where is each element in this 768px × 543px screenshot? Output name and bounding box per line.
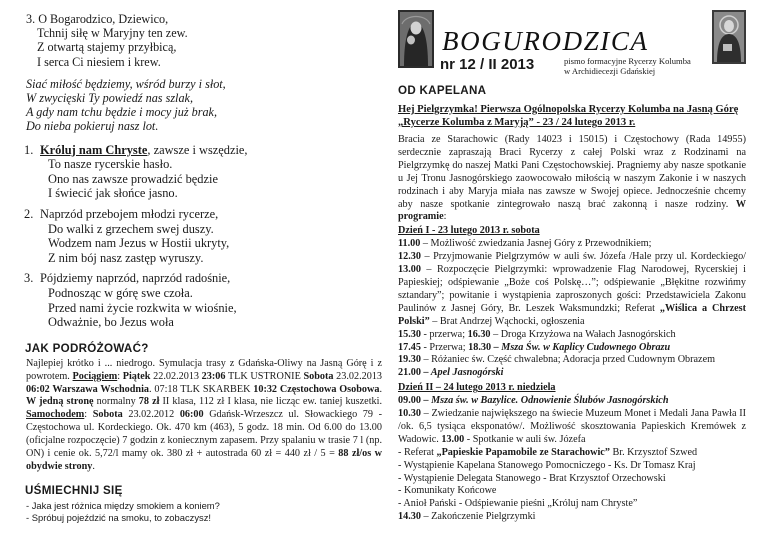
verse-line: Ono nas zawsze prowadzić będzie bbox=[48, 171, 218, 186]
schedule-item: - Referat „Papieskie Papamobile ze Starachowic” Br. Krzysztof Szwed bbox=[398, 446, 698, 458]
verse-line: To nasze rycerskie hasło. bbox=[48, 157, 173, 172]
verse-number: 2. bbox=[24, 207, 34, 221]
hymn-stanza bbox=[26, 12, 382, 69]
song-verse-2 bbox=[26, 207, 382, 265]
verse-number: 3. bbox=[24, 271, 34, 286]
verse-line: Z nim bój nasz zastęp wyruszy. bbox=[48, 250, 204, 265]
verse-line: I świecić jak słońce jasno. bbox=[48, 186, 178, 201]
chaplain-heading: OD KAPELANA bbox=[398, 84, 487, 97]
italic-line: A gdy nam tchu będzie i mocy już brak, bbox=[26, 105, 218, 120]
schedule-item: - Anioł Pański - Odśpiewanie pieśni „Króluj nam Chryste” bbox=[398, 498, 638, 510]
song-verse-1 bbox=[26, 143, 382, 201]
joke bbox=[26, 500, 382, 525]
verse-line: Do walki z grzechem swej duszy. bbox=[48, 221, 214, 236]
subtitle-line: w Archidiecezji Gdańskiej bbox=[564, 65, 656, 76]
issue-number: nr 12 / II 2013 bbox=[440, 56, 535, 73]
verse-number: 1. bbox=[24, 142, 34, 157]
subtitle-line: pismo formacyjne Rycerzy Kolumba bbox=[564, 56, 691, 66]
verse-line: Wodzem nam Jezus w Hostii ukryty, bbox=[48, 236, 230, 251]
joke-line: - Spróbuj pojeździć na smoku, to zobaczysz! bbox=[26, 512, 211, 524]
italic-line: Do nieba pokieruj nasz lot. bbox=[26, 119, 159, 134]
joke-line: - Jaka jest różnica między smokiem a koniem? bbox=[26, 499, 220, 511]
song-title: Króluj nam Chryste bbox=[40, 142, 148, 157]
schedule-item: - Wystąpienie Kapelana Stanowego Pomocniczego - Ks. Dr Tomasz Kraj bbox=[398, 459, 696, 471]
schedule-item: 15.30 - przerwa; 16.30 – Droga Krzyżowa na Wałach Jasnogórskich bbox=[398, 328, 676, 340]
schedule-item: 14.30 – Zakończenie Pielgrzymki bbox=[398, 511, 536, 523]
intro-paragraph: Bracia ze Starachowic (Rady 14023 i 15015) i Częstochowy (Rada 14955) serdecznie zapraszają Braci Rycerzy z całej Polski wraz z Rodzinami na Pielgrzymkę do naszej Matki Pani Częstochowskiej. Pragniemy aby nasze spotkanie u Jej Tronu Jasnogórskiego zaowocowało miłością w naszym Zakonie i w naszych rodzinach i aby Maryja miała nas zawsze w Swojej opiece. Jednocześnie chcemy aby nasze spotkanie zintegrowało naszą brać zakonną i nasze rodziny. W programie: bbox=[398, 134, 746, 223]
hymn-line: Tchnij siłę w Maryjny ten zew. bbox=[37, 26, 188, 41]
saint-icon bbox=[712, 10, 746, 64]
verse-line: Odważnie, bo Jezus woła bbox=[48, 315, 174, 330]
verse-line: Przed nami życie rozkwita w wiośnie, bbox=[48, 300, 237, 315]
italic-stanza bbox=[26, 77, 382, 134]
masthead-title: BOGURODZICA bbox=[442, 26, 649, 56]
trip-heading: JAK PODRÓŻOWAĆ? bbox=[25, 341, 149, 355]
day-1-heading: Dzień I - 23 lutego 2013 r. sobota bbox=[398, 225, 540, 237]
publication-subtitle bbox=[564, 57, 691, 76]
schedule-item: - Wystąpienie Delegata Stanowego - Brat Krzysztof Orzechowski bbox=[398, 472, 666, 484]
schedule-item: - Komunikaty Końcowe bbox=[398, 485, 497, 497]
pilgrimage-title: Hej Pielgrzymka! Pierwsza Ogólnopolska Rycerzy Kolumba na Jasną Górę „Rycerze Kolumba z Maryją” - 23 / 24 lutego 2013 r. bbox=[398, 104, 739, 128]
italic-line: Siać miłość będziemy, wśród burzy i słot, bbox=[26, 76, 226, 91]
schedule-item: 19.30 – Różaniec św. Część chwalebna; Adoracja przed Cudownym Obrazem bbox=[398, 354, 716, 366]
right-column bbox=[398, 10, 746, 524]
schedule-item: 21.00 – Apel Jasnogórski bbox=[398, 367, 504, 379]
schedule-item: 17.45 - Przerwa; 18.30 – Msza Św. w Kaplicy Cudownego Obrazu bbox=[398, 341, 671, 353]
day-2-heading: Dzień II – 24 lutego 2013 r. niedziela bbox=[398, 382, 556, 394]
trip-paragraph: Najlepiej krótko i ... niedrogo. Symulacja trasy z Gdańska-Oliwy na Jasną Górę i z powrotem. Pociągiem: Piątek 22.02.2013 23:06 TLK USTRONIE Sobota 23.02.2013 06:02 Warszawa Wschodnia. 07:18 TLK SKARBEK 10:32 Częstochowa Osobowa. W jedną stronę normalny 78 zł II klasa, 112 zł I klasa, nie licząc ew. taniej kuszetki. Samochodem: Sobota 23.02.2012 06:00 Gdańsk-Wrzeszcz ul. Słowackiego 79 - Częstochowa ul. Kordeckiego. Ok. 470 km (463), 5 godz. 18 min. Od 6.00 do 13.00 (oficjalne rozpoczęcie) 7 godzin z koniecznym zapasem. Przy spalaniu w trasie 7 l (np. ON) i cenie ok. 5,72/l mamy ok. 380 zł + autostrada 60 zł = 440 zł / 5 = 88 zł/os w obydwie strony. bbox=[26, 357, 382, 472]
schedule-item: 11.00 – Możliwość zwiedzania Jasnej Góry z Przewodnikiem; bbox=[398, 238, 652, 250]
schedule-item: 12.30 – Przyjmowanie Pielgrzymów w auli św. Józefa /Hale przy ul. Kordeckiego/ 13.00 – Rozpoczęcie Pielgrzymki: wprowadzenie Flag Narodowej, Rycerskiej i Papieskiej; odśpiewanie „Boże coś Polskę…”; odśpiewanie „Błękitne rozwińmy sztandary”; powitanie i wystąpienia zaproszonych gości: Przedstawiciela Zakonu Paulinów z Jasnej Góry, Br. Leszek Waksmundzki; Referat „Wiślica a Chrzest Polski” – Brat Andrzej Wąchocki, ogłoszenia bbox=[398, 251, 746, 327]
song-verse-3 bbox=[26, 271, 382, 329]
verse-line: Pójdziemy naprzód, naprzód radośnie, bbox=[40, 271, 231, 286]
verse-line: , zawsze i wszędzie, bbox=[147, 142, 248, 157]
italic-line: W zwycięski Ty powiedź nas szlak, bbox=[26, 91, 193, 106]
left-column bbox=[26, 12, 382, 525]
schedule-item: 09.00 – Msza św. w Bazylice. Odnowienie Ślubów Jasnogórskich bbox=[398, 395, 669, 407]
hymn-line: Z otwartą stajemy przyłbicą, bbox=[37, 40, 177, 55]
verse-line: Naprzód przebojem młodzi rycerze, bbox=[40, 207, 219, 221]
madonna-icon bbox=[398, 10, 434, 68]
smile-heading: UŚMIECHNIJ SIĘ bbox=[25, 483, 123, 497]
verse-line: Podnosząc w górę swe czoła. bbox=[48, 285, 193, 300]
masthead-header bbox=[398, 10, 746, 84]
schedule-item: 10.30 – Zwiedzanie największego na świecie Muzeum Monet i Medali Jana Pawła II /ok. 6,5 tysiąca eksponatów/. Możliwość skosztowania Papieskich Kremówek z Wadowic. 13.00 - Spotkanie w auli św. Józefa bbox=[398, 408, 746, 445]
hymn-line: 3. O Bogarodzico, Dziewico, bbox=[26, 12, 169, 26]
hymn-line: I serca Ci niesiem i krew. bbox=[37, 54, 161, 69]
